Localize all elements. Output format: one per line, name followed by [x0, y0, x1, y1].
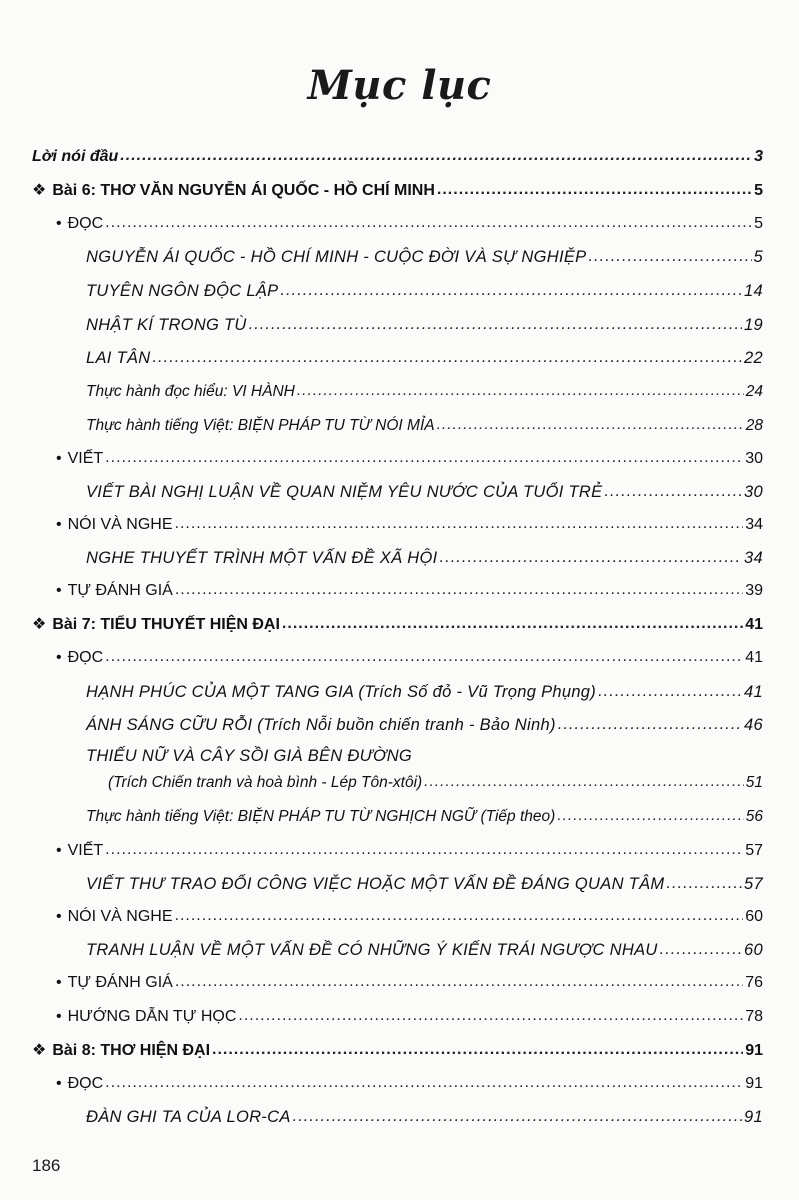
bullet-icon: • — [56, 215, 62, 232]
toc-entry-label: ÁNH SÁNG CỮU RỖI (Trích Nỗi buồn chiến tranh - Bảo Ninh) — [86, 716, 556, 734]
toc-section[interactable] — [56, 448, 763, 470]
dot-leader — [598, 680, 742, 702]
toc-entry-page: 22 — [744, 349, 763, 367]
toc-entry-label: Bài 8: THƠ HIỆN ĐẠI — [52, 1042, 211, 1059]
dot-leader — [666, 872, 742, 894]
toc-entry[interactable] — [86, 714, 763, 736]
toc-entry-label: ĐỌC — [67, 649, 104, 666]
dot-leader — [175, 579, 743, 601]
toc-entry-page: 3 — [754, 148, 763, 165]
toc-entry-page: 91 — [745, 1075, 763, 1092]
toc-entry[interactable] — [86, 1106, 763, 1128]
toc-entry-label: Thực hành tiếng Việt: BIỆN PHÁP TU TỪ NÓI MỈA — [86, 417, 435, 434]
toc-entry-label: ĐỌC — [67, 1075, 104, 1092]
toc-entry[interactable] — [86, 381, 763, 403]
toc-entry-label: Bài 7: TIỂU THUYẾT HIỆN ĐẠI — [52, 616, 280, 633]
dot-leader — [293, 1105, 742, 1127]
bullet-icon: • — [56, 582, 62, 599]
toc-entry[interactable] — [86, 873, 763, 895]
toc-entry-page: 14 — [744, 282, 763, 300]
toc-entry-page: 19 — [744, 316, 763, 334]
toc-entry[interactable] — [32, 146, 763, 168]
toc-entry-page: 46 — [744, 716, 763, 734]
toc-entry-page: 76 — [745, 974, 763, 991]
toc-entry-label: VIẾT — [67, 842, 104, 859]
toc-entry-label: THIẾU NỮ VÀ CÂY SỒI GIÀ BÊN ĐƯỜNG — [86, 747, 413, 765]
toc-entry[interactable] — [86, 280, 763, 302]
toc-entry-page: 60 — [745, 908, 763, 925]
toc-entry-page: 5 — [753, 248, 763, 266]
dot-leader — [105, 646, 743, 668]
toc-entry-page: 91 — [744, 1108, 763, 1126]
dot-leader — [175, 905, 744, 927]
toc-entry[interactable] — [86, 314, 763, 336]
dot-leader — [424, 771, 744, 793]
dot-leader — [440, 546, 743, 568]
dot-leader — [280, 279, 742, 301]
toc-entry-label: (Trích Chiến tranh và hoà bình - Lép Tôn-xtôi) — [108, 774, 423, 791]
toc-entry-label: VIẾT — [67, 450, 104, 467]
toc-entry-label: VIẾT BÀI NGHỊ LUẬN VỀ QUAN NIỆM YÊU NƯỚC CỦA TUỔI TRẺ — [86, 483, 603, 501]
toc-entry[interactable] — [86, 347, 763, 369]
diamond-bullet-icon: ❖ — [32, 1042, 47, 1059]
toc-entry-label: NÓI VÀ NGHE — [67, 516, 173, 533]
toc-entry-title-line[interactable] — [86, 745, 763, 767]
toc-entry-label: NÓI VÀ NGHE — [67, 908, 173, 925]
toc-entry-label: VIẾT THƯ TRAO ĐỔI CÔNG VIỆC HOẶC MỘT VẤN ĐỀ ĐÁNG QUAN TÂM — [86, 875, 665, 893]
dot-leader — [175, 513, 744, 535]
toc-entry-label: Thực hành đọc hiểu: VI HÀNH — [86, 383, 295, 400]
toc-entry-page: 60 — [744, 941, 763, 959]
dot-leader — [152, 346, 742, 368]
toc-entry[interactable] — [108, 772, 763, 794]
diamond-bullet-icon: ❖ — [32, 616, 47, 633]
toc-entry[interactable] — [86, 806, 763, 828]
toc-section[interactable] — [56, 840, 763, 862]
toc-entry[interactable] — [86, 415, 763, 437]
page-number: 186 — [32, 1156, 61, 1175]
dot-leader — [282, 613, 743, 635]
dot-leader — [297, 380, 744, 402]
toc-entry-label: HƯỚNG DẪN TỰ HỌC — [67, 1008, 237, 1025]
toc-entry-page: 41 — [745, 649, 763, 666]
toc-entry-label: ĐỌC — [67, 215, 104, 232]
dot-leader — [105, 212, 752, 234]
dot-leader — [105, 839, 743, 861]
toc-entry-label: ĐÀN GHI TA CỦA LOR-CA — [86, 1108, 291, 1126]
toc-entry[interactable] — [86, 481, 763, 503]
toc-section[interactable] — [56, 1006, 763, 1028]
toc-entry-label: Lời nói đầu — [32, 148, 119, 165]
toc-section[interactable] — [56, 1073, 763, 1095]
toc-entry-label: LAI TÂN — [86, 349, 151, 367]
toc-entry-page: 34 — [744, 549, 763, 567]
dot-leader — [175, 971, 743, 993]
dot-leader — [105, 447, 743, 469]
toc-entry-page: 41 — [745, 616, 763, 633]
dot-leader — [660, 938, 742, 960]
bullet-icon: • — [56, 1075, 62, 1092]
toc-section[interactable] — [56, 906, 763, 928]
bullet-icon: • — [56, 516, 62, 533]
toc-entry-label: NHẬT KÍ TRONG TÙ — [86, 316, 247, 334]
bullet-icon: • — [56, 450, 62, 467]
toc-section[interactable] — [56, 580, 763, 602]
bullet-icon: • — [56, 1008, 62, 1025]
toc-entry-label: Bài 6: THƠ VĂN NGUYỄN ÁI QUỐC - HỒ CHÍ MINH — [52, 182, 435, 199]
toc-entry-page: 28 — [745, 417, 763, 434]
dot-leader — [120, 145, 752, 167]
toc-lesson[interactable] — [32, 1040, 763, 1062]
bullet-icon: • — [56, 908, 62, 925]
diamond-bullet-icon: ❖ — [32, 182, 47, 199]
toc-entry-page: 39 — [745, 582, 763, 599]
toc-lesson[interactable] — [32, 614, 763, 636]
toc-entry-label: Thực hành tiếng Việt: BIỆN PHÁP TU TỪ NGHỊCH NGỮ (Tiếp theo) — [86, 808, 556, 825]
dot-leader — [249, 313, 742, 335]
toc-section[interactable] — [56, 213, 763, 235]
bullet-icon: • — [56, 649, 62, 666]
toc-entry-page: 78 — [745, 1008, 763, 1025]
toc-entry-page: 56 — [745, 808, 763, 825]
toc-entry-page: 30 — [745, 450, 763, 467]
toc-entry-page: 24 — [745, 383, 763, 400]
page-title: Mục lục — [307, 62, 492, 109]
toc-entry-label: TRANH LUẬN VỀ MỘT VẤN ĐỀ CÓ NHỮNG Ý KIẾN TRÁI NGƯỢC NHAU — [86, 941, 658, 959]
dot-leader — [588, 245, 751, 267]
toc-entry-label: NGUYỄN ÁI QUỐC - HỒ CHÍ MINH - CUỘC ĐỜI VÀ SỰ NGHIỆP — [86, 248, 587, 266]
toc-entry-page: 51 — [745, 774, 763, 791]
toc-entry-label: TỰ ĐÁNH GIÁ — [67, 582, 173, 599]
toc-section[interactable] — [56, 972, 763, 994]
toc-entry[interactable] — [86, 246, 763, 268]
dot-leader — [558, 713, 742, 735]
bullet-icon: • — [56, 842, 62, 859]
dot-leader — [238, 1005, 743, 1027]
toc-entry-page: 57 — [745, 842, 763, 859]
toc-section[interactable] — [56, 514, 763, 536]
dot-leader — [105, 1072, 743, 1094]
toc-entry-label: TUYÊN NGÔN ĐỘC LẬP — [86, 282, 279, 300]
bullet-icon: • — [56, 974, 62, 991]
dot-leader — [437, 179, 752, 201]
toc-entry-label: HẠNH PHÚC CỦA MỘT TANG GIA (Trích Số đỏ - Vũ Trọng Phụng) — [86, 683, 597, 701]
toc-entry-page: 30 — [744, 483, 763, 501]
toc-entry-label: TỰ ĐÁNH GIÁ — [67, 974, 173, 991]
dot-leader — [604, 480, 742, 502]
toc-entry-page: 91 — [745, 1042, 763, 1059]
dot-leader — [437, 414, 744, 436]
toc-entry-page: 5 — [754, 215, 763, 232]
toc-entry[interactable] — [86, 681, 763, 703]
toc-entry[interactable] — [86, 939, 763, 961]
dot-leader — [212, 1039, 743, 1061]
toc-entry[interactable] — [86, 547, 763, 569]
toc-entry-page: 57 — [744, 875, 763, 893]
toc-lesson[interactable] — [32, 180, 763, 202]
toc-entry-label: NGHE THUYẾT TRÌNH MỘT VẤN ĐỀ XÃ HỘI — [86, 549, 438, 567]
toc-entry-page: 34 — [745, 516, 763, 533]
toc-entry-page: 5 — [754, 182, 763, 199]
dot-leader — [557, 805, 743, 827]
toc-section[interactable] — [56, 647, 763, 669]
toc-entry-page: 41 — [744, 683, 763, 701]
